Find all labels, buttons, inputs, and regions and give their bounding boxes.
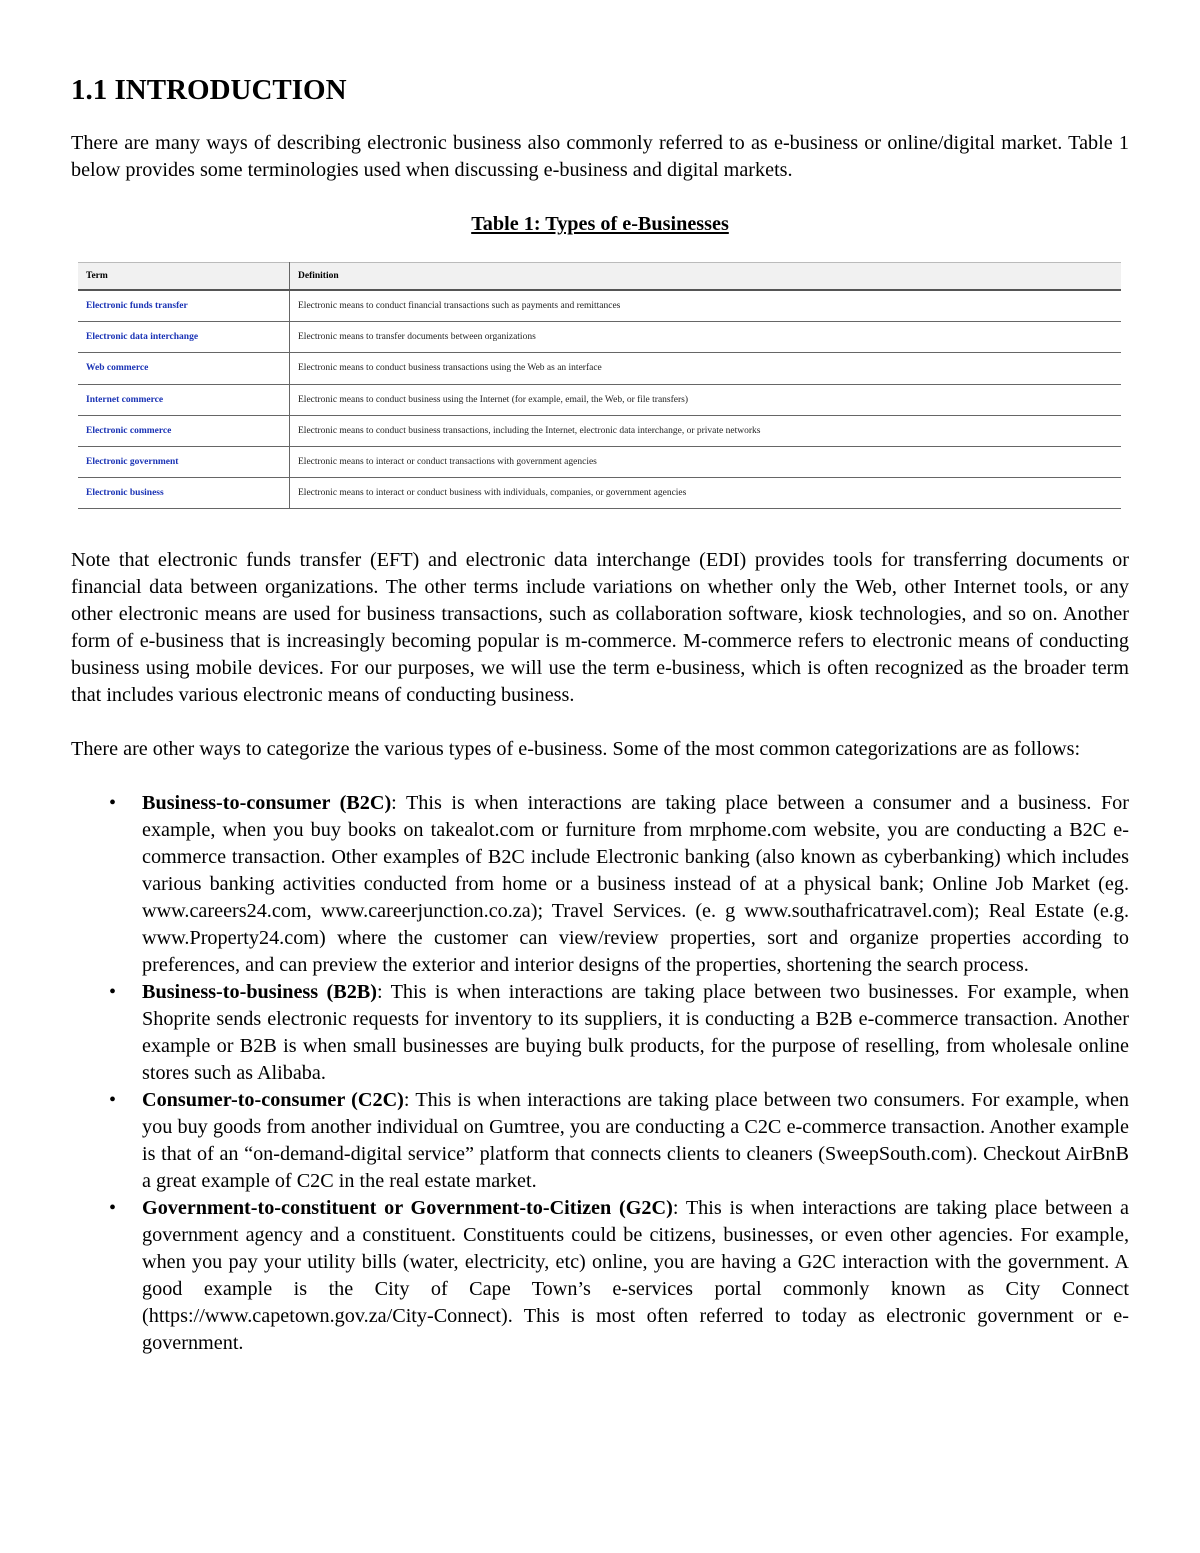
list-item	[71, 979, 1129, 1087]
table-row	[78, 446, 1121, 477]
table-row	[78, 353, 1121, 384]
list-item-title: Business-to-business (B2B)	[142, 981, 377, 1004]
table-row	[78, 478, 1121, 509]
intro-paragraph: There are many ways of describing electronic business also commonly referred to as e-business or online/digital market. Table 1 below provides some terminologies used when discussing e-business and digital markets.	[71, 132, 1129, 181]
note-paragraph: Note that electronic funds transfer (EFT) and electronic data interchange (EDI) provides tools for transferring documents or financial data between organizations. The other terms include variations on whether only the Web, other Internet tools, or any other electronic means are used for business transactions, such as collaboration software, kiosk technologies, and so on. Another form of e-business that is increasingly becoming popular is m-commerce. M-commerce refers to electronic means of conducting business using mobile devices. For our purposes, we will use the term e-business, which is often recognized as the broader term that includes various electronic means of conducting business.	[71, 549, 1129, 707]
list-item	[71, 790, 1129, 979]
list-item	[71, 1087, 1129, 1195]
table-term[interactable]: Electronic business	[78, 478, 290, 509]
document-page	[71, 72, 1129, 1357]
list-item	[71, 1195, 1129, 1357]
bullet-icon: •	[109, 1197, 117, 1220]
list-item-text: : This is when interactions are taking place between a consumer and a business. For example, when you buy books on takealot.com or furniture from mrphome.com website, you are conducting a B2C e-commerce transaction. Other examples of B2C include Electronic banking (also known as cyberbanking) which includes various banking activities conducted from home or a business instead of at a physical bank; Online Job Market (eg. www.careers24.com, www.careerjunction.co.za); Travel Services. (e. g www.southafricatravel.com); Real Estate (e.g. www.Property24.com) where the customer can view/review properties, sort and organize properties according to preferences, and can preview the exterior and interior designs of the properties, shortening the search process.	[142, 792, 1129, 977]
ebusiness-types-table	[78, 262, 1121, 509]
table-definition: Electronic means to conduct financial transactions such as payments and remittances	[290, 290, 1122, 322]
table-definition: Electronic means to interact or conduct business with individuals, companies, or government agencies	[290, 478, 1122, 509]
table-definition: Electronic means to interact or conduct transactions with government agencies	[290, 446, 1122, 477]
table-header-row	[78, 263, 1121, 291]
list-item-text: : This is when interactions are taking place between two consumers. For example, when you buy goods from another individual on Gumtree, you are conducting a C2C e-commerce transaction. Another example is that of an “on-demand-digital service” platform that connects clients to cleaners (SweepSouth.com). Checkout AirBnB a great example of C2C in the real estate market.	[142, 1089, 1129, 1193]
table-row	[78, 290, 1121, 322]
table-caption: Table 1: Types of e-Businesses	[471, 213, 729, 235]
table-term[interactable]: Electronic government	[78, 446, 290, 477]
categories-list	[71, 790, 1129, 1357]
list-item-title: Government-to-constituent or Government-to-Citizen (G2C)	[142, 1197, 673, 1220]
list-item-text: : This is when interactions are taking place between two businesses. For example, when Shoprite sends electronic requests for inventory to its suppliers, it is conducting a B2B e-commerce transaction. Another example or B2B is when small businesses are buying bulk products, for the purpose of reselling, from wholesale online stores such as Alibaba.	[142, 981, 1130, 1085]
table-definition: Electronic means to conduct business transactions using the Web as an interface	[290, 353, 1122, 384]
table-term[interactable]: Internet commerce	[78, 384, 290, 415]
list-item-title: Consumer-to-consumer (C2C)	[142, 1089, 404, 1112]
table-header-definition: Definition	[290, 263, 1122, 291]
table-term[interactable]: Electronic data interchange	[78, 322, 290, 353]
table-row	[78, 322, 1121, 353]
table-definition: Electronic means to conduct business using the Internet (for example, email, the Web, or file transfers)	[290, 384, 1122, 415]
table-row	[78, 384, 1121, 415]
table-definition: Electronic means to transfer documents between organizations	[290, 322, 1122, 353]
table-row	[78, 415, 1121, 446]
bullet-icon: •	[109, 1089, 117, 1112]
table-definition: Electronic means to conduct business transactions, including the Internet, electronic data interchange, or private networks	[290, 415, 1122, 446]
section-heading: 1.1 INTRODUCTION	[71, 74, 347, 106]
bullet-icon: •	[109, 981, 117, 1004]
categories-intro-paragraph: There are other ways to categorize the various types of e-business. Some of the most common categorizations are as follows:	[71, 738, 1081, 761]
list-item-title: Business-to-consumer (B2C)	[142, 792, 392, 815]
table-header-term: Term	[78, 263, 290, 291]
bullet-icon: •	[109, 792, 117, 815]
table-term[interactable]: Electronic commerce	[78, 415, 290, 446]
table-term[interactable]: Web commerce	[78, 353, 290, 384]
table-term[interactable]: Electronic funds transfer	[78, 290, 290, 322]
list-item-text: : This is when interactions are taking place between a government agency and a constituent. Constituents could be citizens, businesses, or even other agencies. For example, when you pay your utility bills (water, electricity, etc) online, you are having a G2C interaction with the government. A good example is the City of Cape Town’s e-services portal commonly known as City Connect (https://www.capetown.gov.za/City-Connect). This is most often referred to today as electronic government or e-government.	[142, 1197, 1130, 1355]
